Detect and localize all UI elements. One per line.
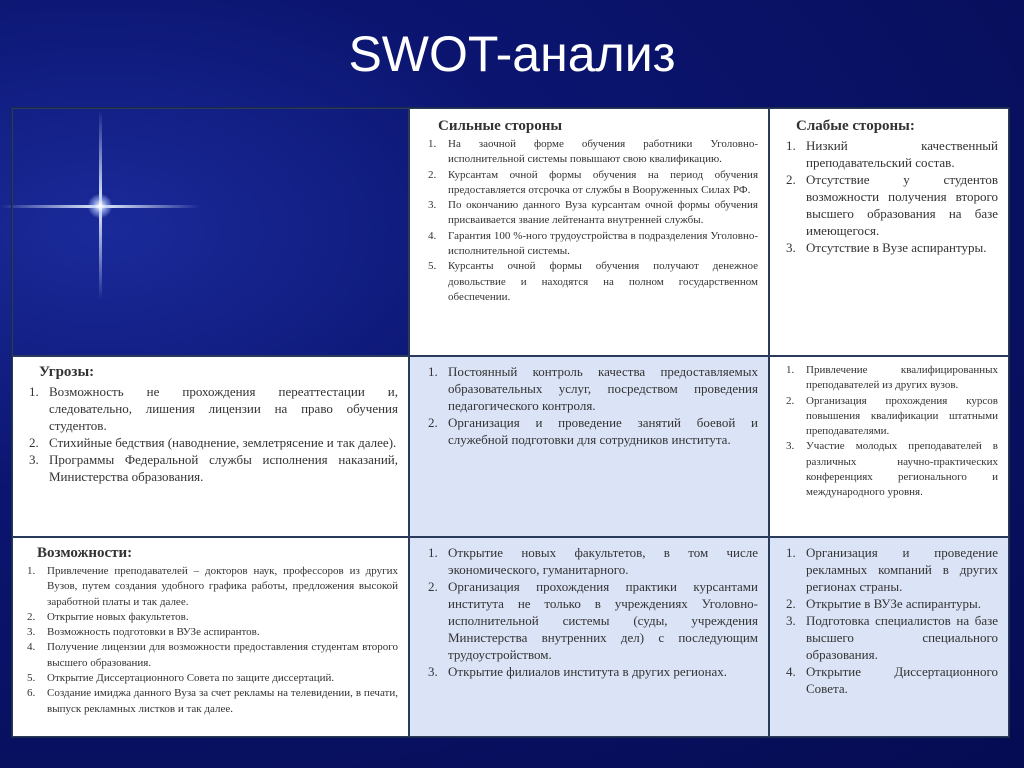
list-item-text: Отсутствие у студентов возможности получения второго высшего образования на базе имеющегося. — [806, 172, 998, 238]
opportunities-strengths-list — [428, 544, 758, 680]
list-item-text: Открытие новых факультетов. — [47, 610, 189, 623]
list-item-number: 1. — [786, 545, 796, 560]
weaknesses-heading: Слабые стороны: — [796, 118, 915, 134]
list-item — [27, 640, 398, 671]
list-item — [29, 451, 398, 485]
list-item — [428, 259, 758, 305]
list-item-number: 2. — [786, 394, 795, 407]
list-item — [786, 612, 998, 663]
list-item-text: Открытие новых факультетов, в том числе экономического, гуманитарного. — [448, 545, 758, 577]
list-item — [786, 137, 998, 171]
threats-list — [29, 383, 398, 485]
list-item — [786, 439, 998, 500]
list-item-number: 4. — [428, 229, 437, 242]
strengths-cell — [409, 108, 769, 356]
list-item — [428, 198, 758, 229]
list-item-text: Курсанты очной формы обучения получают денежное довольствие и находятся на полном государственном обеспечении. — [448, 260, 758, 303]
list-item — [27, 686, 398, 717]
list-item — [27, 564, 398, 610]
list-item-text: Привлечение квалифицированных преподавателей из других вузов. — [806, 364, 998, 392]
weaknesses-list — [786, 137, 998, 256]
list-item-number: 3. — [428, 664, 438, 679]
list-item-text: По окончанию данного Вуза курсантам очной формы обучения присваивается звание лейтенанта внутренней службы. — [448, 199, 758, 227]
list-item — [27, 625, 398, 640]
list-item — [428, 168, 758, 199]
list-item — [428, 414, 758, 448]
list-item-text: Стихийные бедствия (наводнение, землетрясение и так далее). — [49, 435, 397, 450]
threats-weaknesses-list — [786, 363, 998, 501]
list-item-number: 1. — [27, 565, 36, 577]
list-item-text: Организация прохождения курсов повышения квалификации штатными преподавателями. — [806, 394, 998, 438]
list-item-number: 4. — [27, 641, 36, 654]
list-item-text: Открытие в ВУЗе аспирантуры. — [806, 596, 982, 611]
list-item-text: Отсутствие в Вузе аспирантуры. — [806, 240, 987, 255]
list-item-text: Получение лицензии для возможности предоставления студентам второго высшего образования. — [47, 641, 398, 669]
list-item-text: Постоянный контроль качества предоставляемых образовательных услуг, посредством проведения педагогического контроля. — [448, 364, 758, 413]
list-item — [27, 610, 398, 625]
list-item-number: 2. — [786, 596, 796, 611]
list-item — [428, 137, 758, 168]
list-item-text: Привлечение преподавателей – докторов наук, профессоров из других Вузов, путем создания удобного графика работы, предложения высокой заработной платы и так далее. — [47, 565, 398, 608]
list-item — [786, 663, 998, 697]
list-item-number: 1. — [29, 384, 39, 399]
list-item-number: 1. — [786, 138, 796, 153]
opportunities-list — [27, 564, 398, 717]
list-item-text: Подготовка специалистов на базе высшего специального образования. — [806, 613, 998, 662]
list-item-number: 5. — [428, 260, 437, 273]
list-item-number: 3. — [27, 626, 36, 639]
list-item-text: Открытие филиалов института в других регионах. — [448, 664, 727, 679]
list-item-text: Курсантам очной формы обучения на период обучения предоставляется отсрочка от службы в Вооруженных Силах РФ. — [448, 168, 758, 196]
list-item-number: 1. — [786, 364, 795, 376]
list-item-text: Организация и проведение рекламных компаний в других регионах страны. — [806, 545, 998, 594]
threats-strengths-cell — [409, 356, 769, 537]
list-item-text: Организация прохождения практики курсантами института не только в учреждениях Уголовно-исполнительной системы (суды, учреждения Министерства внутренних дел) с последующим трудоустройством. — [448, 579, 758, 662]
list-item-text: Открытие Диссертационного Совета. — [806, 664, 998, 696]
list-item — [27, 671, 398, 686]
list-item — [786, 171, 998, 239]
swot-table — [11, 107, 1010, 738]
opportunities-heading: Возможности: — [37, 545, 133, 561]
list-item — [786, 394, 998, 440]
list-item-text: Открытие Диссертационного Совета по защите диссертаций. — [47, 672, 335, 685]
threats-strengths-list — [428, 363, 758, 448]
list-item — [428, 578, 758, 663]
list-item-number: 2. — [786, 172, 796, 187]
list-item-number: 4. — [786, 664, 796, 679]
opportunities-weaknesses-list — [786, 544, 998, 697]
threats-cell — [12, 356, 409, 537]
list-item-text: Возможность не прохождения переаттестации и, следовательно, лишения лицензии на право обучения студентов. — [49, 384, 398, 433]
list-item-number: 2. — [428, 415, 438, 430]
list-item-number: 2. — [27, 610, 36, 623]
threats-weaknesses-cell — [769, 356, 1009, 537]
opportunities-weaknesses-cell — [769, 537, 1009, 737]
list-item — [786, 363, 998, 394]
list-item — [786, 239, 998, 256]
list-item — [428, 663, 758, 680]
list-item-text: Гарантия 100 %-ного трудоустройства в подразделения Уголовно-исполнительной системы. — [448, 229, 758, 258]
weaknesses-cell — [769, 108, 1009, 356]
list-item-number: 1. — [428, 364, 438, 379]
list-item-text: На заочной форме обучения работники Уголовно-исполнительной системы повышают свою квалификацию. — [448, 138, 758, 166]
list-item-text: Программы Федеральной службы исполнения наказаний, Министерства образования. — [49, 452, 398, 484]
list-item — [428, 363, 758, 414]
list-item-number: 3. — [786, 613, 796, 628]
opportunities-strengths-cell — [409, 537, 769, 737]
list-item-text: Низкий качественный преподавательский состав. — [806, 138, 998, 170]
list-item-text: Создание имиджа данного Вуза за счет рекламы на телевидении, в печати, выпуск рекламных листков и так далее. — [47, 687, 398, 715]
list-item-text: Организация и проведение занятий боевой и служебной подготовки для сотрудников института. — [448, 415, 758, 447]
list-item-text: Участие молодых преподавателей в различных научно-практических конференциях регионального и международного уровня. — [806, 440, 998, 499]
list-item — [428, 229, 758, 260]
page-title: SWOT-анализ — [348, 26, 676, 82]
list-item-number: 2. — [428, 579, 438, 594]
list-item-number: 3. — [786, 240, 796, 255]
list-item-text: Возможность подготовки в ВУЗе аспирантов. — [47, 626, 260, 639]
table-corner-cell — [12, 108, 409, 356]
list-item-number: 1. — [428, 138, 437, 150]
list-item-number: 3. — [786, 440, 795, 453]
list-item — [786, 595, 998, 612]
threats-heading: Угрозы: — [39, 364, 95, 380]
list-item-number: 5. — [27, 672, 36, 685]
list-item-number: 2. — [428, 168, 437, 181]
list-item-number: 2. — [29, 435, 39, 450]
list-item — [29, 434, 398, 451]
strengths-list — [428, 137, 758, 305]
list-item — [428, 544, 758, 578]
list-item — [786, 544, 998, 595]
list-item-number: 6. — [27, 687, 36, 700]
list-item — [29, 383, 398, 434]
strengths-heading: Сильные стороны — [438, 118, 563, 134]
list-item-number: 3. — [29, 452, 39, 467]
list-item-number: 3. — [428, 199, 437, 212]
opportunities-cell — [12, 537, 409, 737]
list-item-number: 1. — [428, 545, 438, 560]
